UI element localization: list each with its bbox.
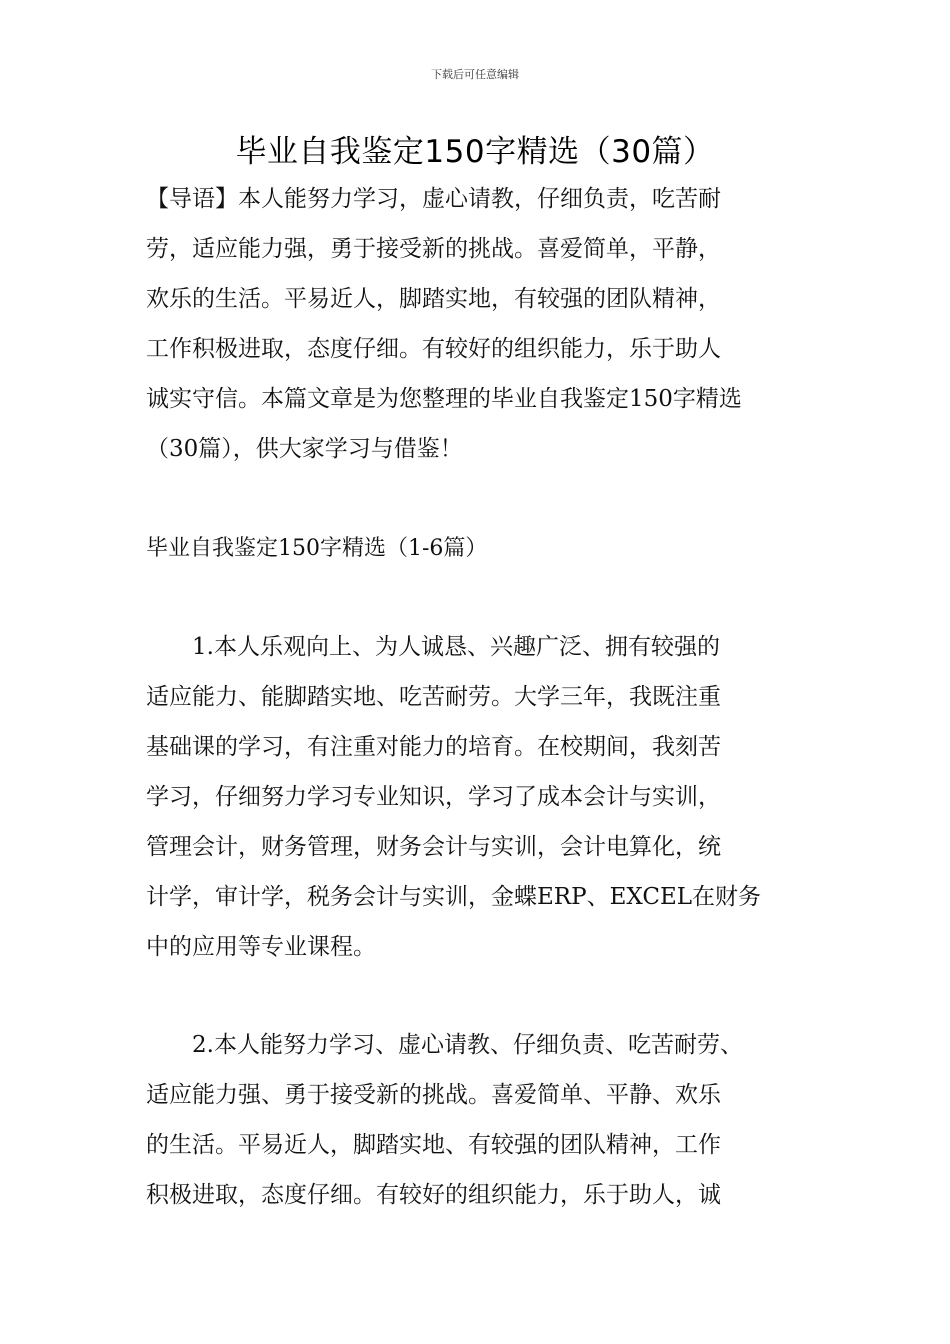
document-title: 毕业自我鉴定150字精选（30篇） bbox=[235, 134, 715, 170]
section-heading: 毕业自我鉴定150字精选（1-6篇） bbox=[146, 536, 488, 561]
list-item: 1.本人乐观向上、为人诚恳、兴趣广泛、拥有较强的 适应能力、能脚踏实地、吃苦耐劳。大学三年，我既注重 基础课的学习，有注重对能力的培育。在校期间，我刻苦 学习，仔细努力学习专业知识，学习了成本会计与实训， 管理会计，财务管理，财务会计与实训，会计电算化，统 计学，审计学，税务会计与实训，金蝶ERP、EXCEL在财务 中的应用等专业课程。 bbox=[146, 634, 762, 960]
intro-paragraph: 【导语】本人能努力学习，虚心请教，仔细负责，吃苦耐 劳，适应能力强，勇于接受新的挑战。喜爱简单，平静， 欢乐的生活。平易近人，脚踏实地，有较强的团队精神， 工作积极进取，态度仔细。有较好的组织能力，乐于助人 诚实守信。本篇文章是为您整理的毕业自我鉴定150字精选 （30篇），供大家学习与借鉴！ bbox=[146, 186, 742, 462]
list-item: 2.本人能努力学习、虚心请教、仔细负责、吃苦耐劳、 适应能力强、勇于接受新的挑战。喜爱简单、平静、欢乐 的生活。平易近人，脚踏实地、有较强的团队精神，工作 积极进取，态度仔细。有较好的组织能力，乐于助人，诚 bbox=[146, 1032, 743, 1208]
header-note: 下载后可任意编辑 bbox=[431, 68, 519, 81]
